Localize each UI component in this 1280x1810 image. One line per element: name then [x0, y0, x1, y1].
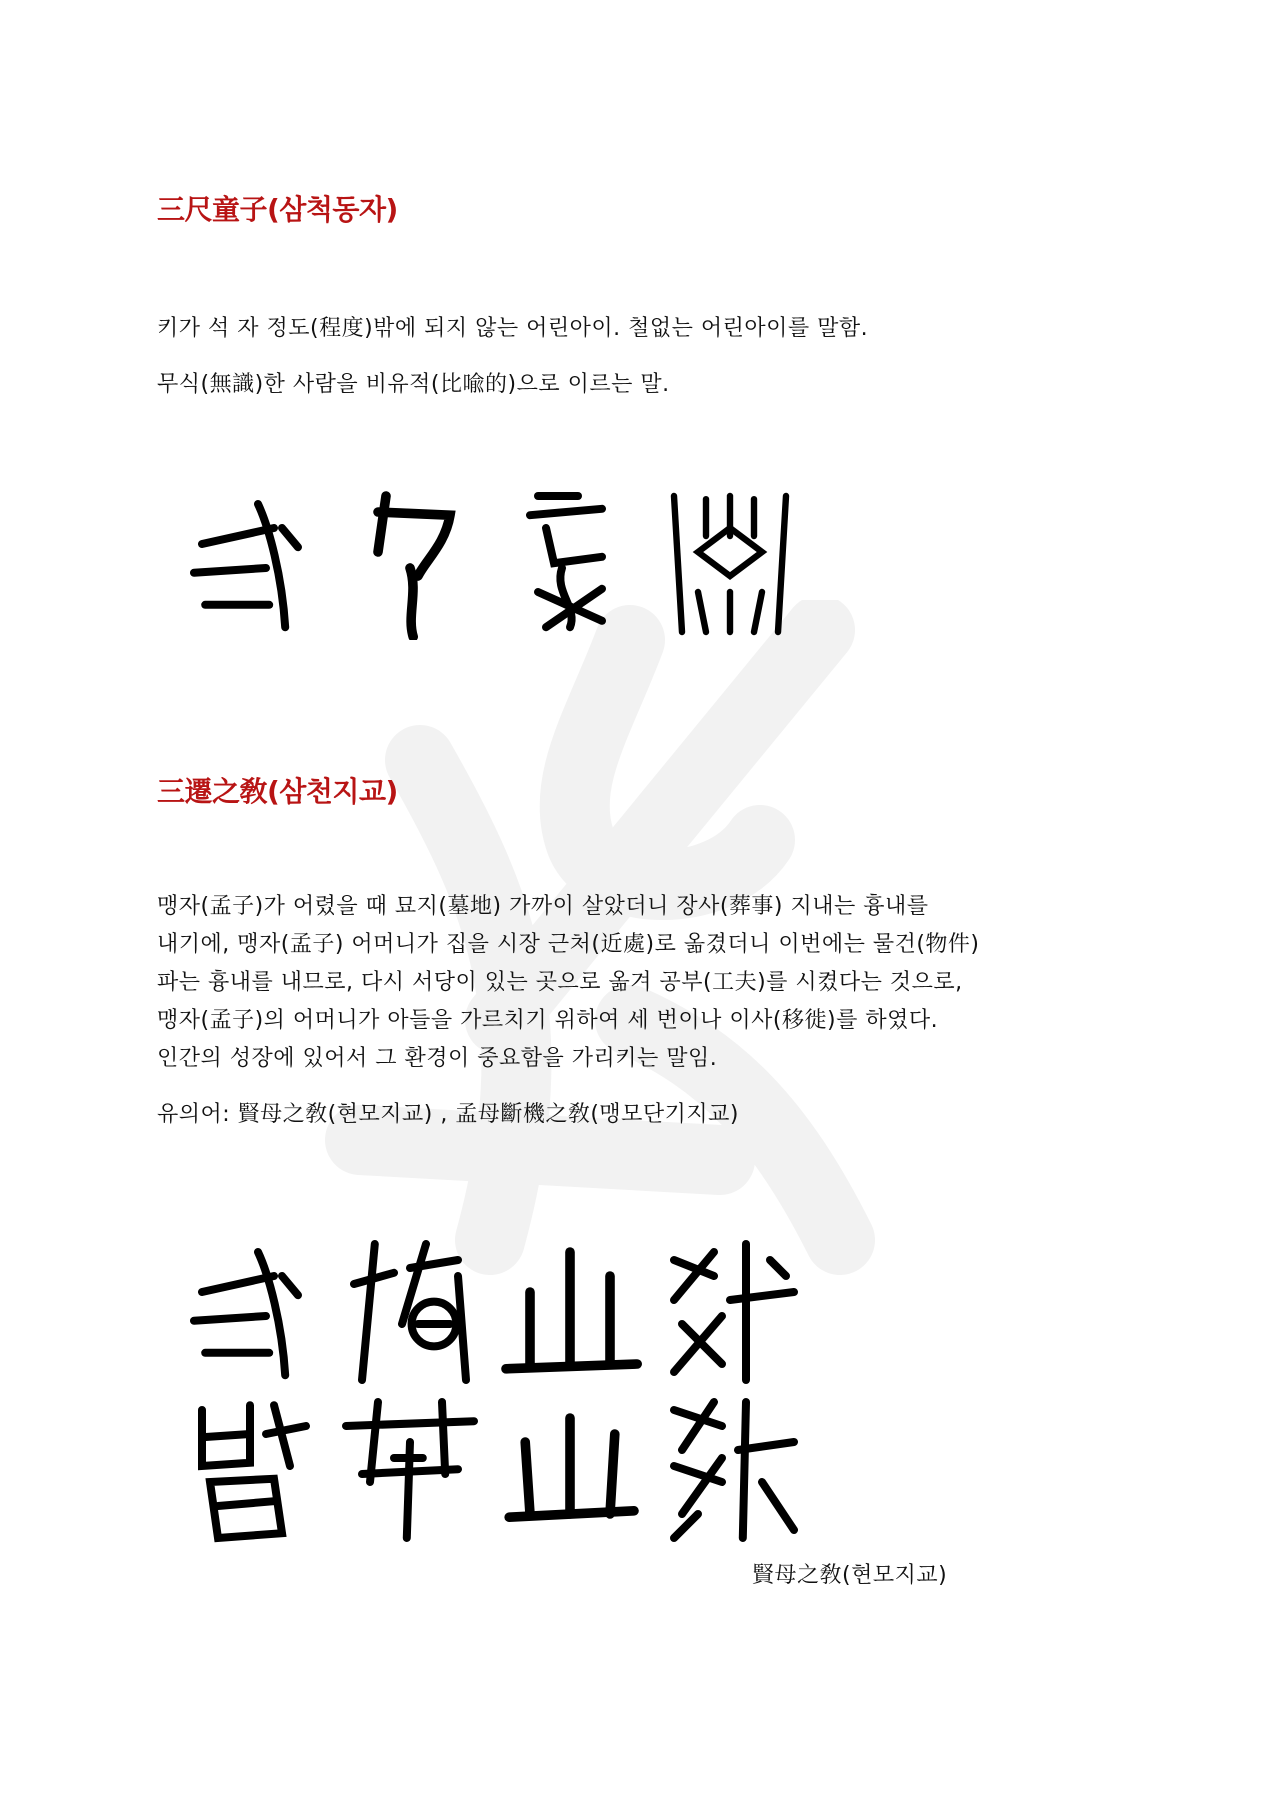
seal-ja-icon: [650, 480, 810, 640]
body-line: 맹자(孟子)가 어렸을 때 묘지(墓地) 가까이 살았더니 장사(葬事) 지내는 흉내를: [157, 894, 929, 919]
body-line: 내기에, 맹자(孟子) 어머니가 집을 시장 근처(近處)로 옮겼더니 이번에는 물건(物件): [157, 932, 980, 957]
seal-san-icon: [170, 1228, 330, 1388]
seal-tong-icon: [490, 480, 650, 640]
seal-hyeon-icon: [170, 1386, 330, 1546]
body-line: 맹자(孟子)의 어머니가 아들을 가르치기 위하여 세 번이나 이사(移徙)를 하였다.: [157, 1008, 939, 1033]
seal-script-row: [170, 1228, 810, 1388]
seal-ji-icon: [490, 1228, 650, 1388]
seal-san-icon: [170, 480, 330, 640]
seal-gyo-icon: [650, 1228, 810, 1388]
body-line: 파는 흉내를 내므로, 다시 서당이 있는 곳으로 옮겨 공부(工夫)를 시켰다는 것으로,: [157, 970, 963, 995]
section1-body: [157, 310, 868, 404]
seal-script-row: [170, 480, 810, 640]
section-heading-samcheok: 三尺童子(삼척동자): [157, 193, 398, 226]
seal-script-row: [170, 1386, 810, 1546]
synonyms-line: 유의어: 賢母之敎(현모지교) , 孟母斷機之敎(맹모단기지교): [157, 1102, 739, 1127]
section2-body: [157, 888, 980, 1134]
body-line: 무식(無識)한 사람을 비유적(比喩的)으로 이르는 말.: [157, 372, 670, 397]
seal-ji-icon: [490, 1386, 650, 1546]
glyph-caption: 賢母之敎(현모지교): [752, 1563, 948, 1588]
section-heading-samcheon: 三遷之敎(삼천지교): [157, 775, 398, 808]
seal-cheon-icon: [330, 1228, 490, 1388]
seal-chi-icon: [330, 480, 490, 640]
body-line: 키가 석 자 정도(程度)밖에 되지 않는 어린아이. 철없는 어린아이를 말함.: [157, 316, 869, 341]
seal-mo-icon: [330, 1386, 490, 1546]
body-line: 인간의 성장에 있어서 그 환경이 중요함을 가리키는 말임.: [157, 1046, 718, 1071]
seal-gyo-icon: [650, 1386, 810, 1546]
